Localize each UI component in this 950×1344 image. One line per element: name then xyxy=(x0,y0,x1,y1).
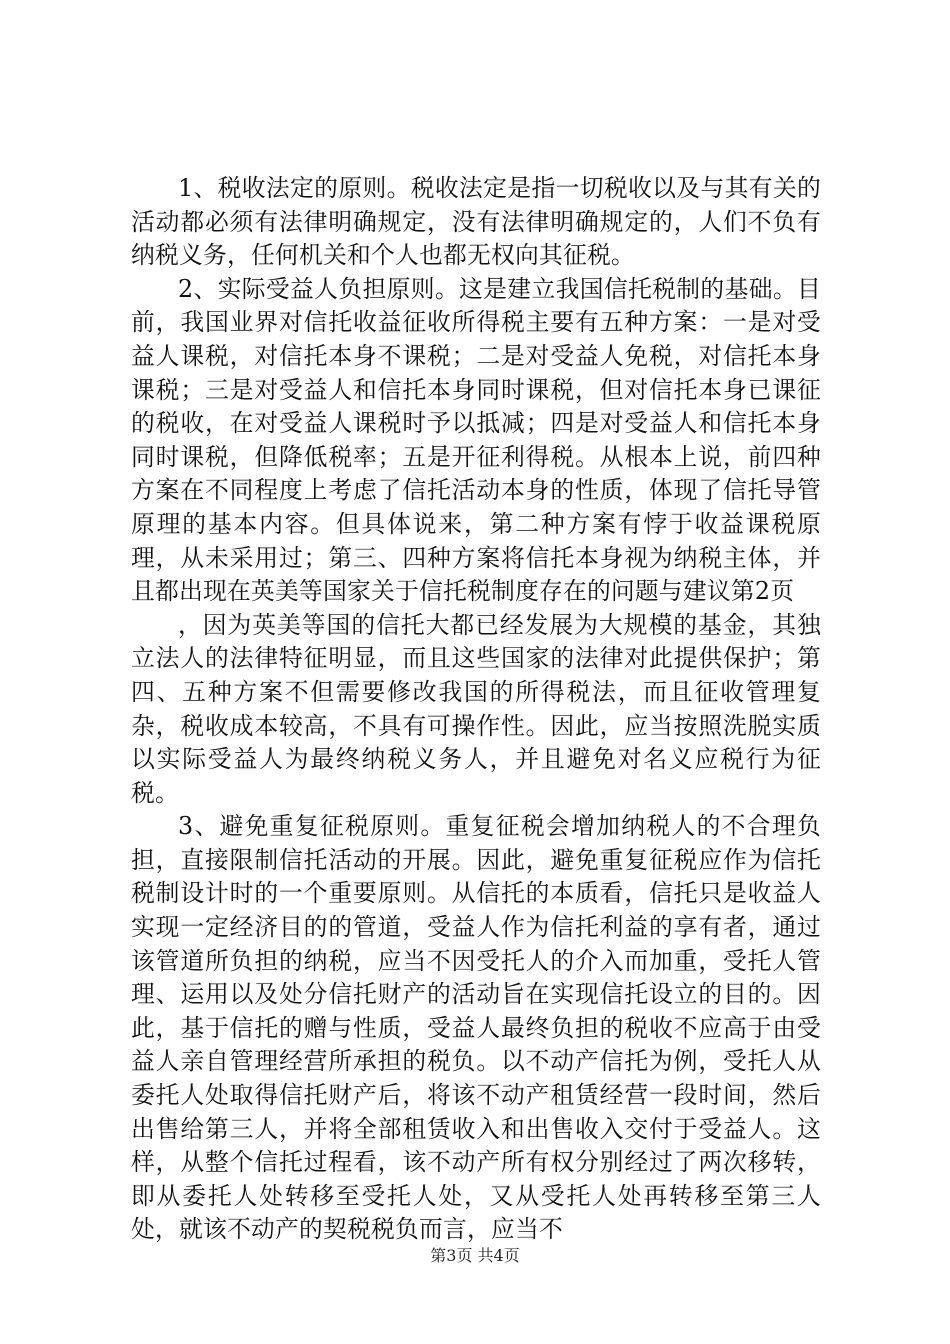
page-number-label: 第3页 共4页 xyxy=(430,1246,520,1265)
paragraph-2: 2、实际受益人负担原则。这是建立我国信托税制的基础。目前，我国业界对信托收益征收所得税主要有五种方案：一是对受益人课税，对信托本身不课税；二是对受益人免税，对信托本身课税；三是对受益人和信托本身同时课税，但对信托本身已课征的税收，在对受益人课税时予以抵减；四是对受益人和信托本身同时课税，但降低税率；五是开征利得税。从根本上说，前四种方案在不同程度上考虑了信托活动本身的性质，体现了信托导管原理的基本内容。但具体说来，第二种方案有悖于收益课税原理，从未采用过；第三、四种方案将信托本身视为纳税主体，并且都出现在英美等国家关于信托税制度存在的问题与建议第2页 xyxy=(131,274,821,606)
document-body xyxy=(131,172,821,1247)
paragraph-1: 1、税收法定的原则。税收法定是指一切税收以及与其有关的活动都必须有法律明确规定，没有法律明确规定的，人们不负有纳税义务，任何机关和个人也都无权向其征税。 xyxy=(131,174,821,270)
page-footer xyxy=(0,1246,950,1266)
paragraph-4: 3、避免重复征税原则。重复征税会增加纳税人的不合理负担，直接限制信托活动的开展。因此，避免重复征税应作为信托税制设计时的一个重要原则。从信托的本质看，信托只是收益人实现一定经济目的的管道，受益人作为信托利益的享有者，通过该管道所负担的纳税，应当不因受托人的介入而加重，受托人管理、运用以及处分信托财产的活动旨在实现信托设立的目的。因此，基于信托的赠与性质，受益人最终负担的税收不应高于由受益人亲自管理经营所承担的税负。以不动产信托为例，受托人从委托人处取得信托财产后，将该不动产租赁经营一段时间，然后出售给第三人，并将全部租赁收入和出售收入交付于受益人。这样，从整个信托过程看，该不动产所有权分别经过了两次移转，即从委托人处转移至受托人处，又从受托人处再转移至第三人处，就该不动产的契税税负而言，应当不 xyxy=(131,812,821,1244)
paragraph-3: ，因为英美等国的信托大都已经发展为大规模的基金，其独立法人的法律特征明显，而且这些国家的法律对此提供保护；第四、五种方案不但需要修改我国的所得税法，而且征收管理复杂，税收成本较高，不具有可操作性。因此，应当按照洗脱实质以实际受益人为最终纳税义务人，并且避免对名义应税行为征税。 xyxy=(131,610,821,807)
